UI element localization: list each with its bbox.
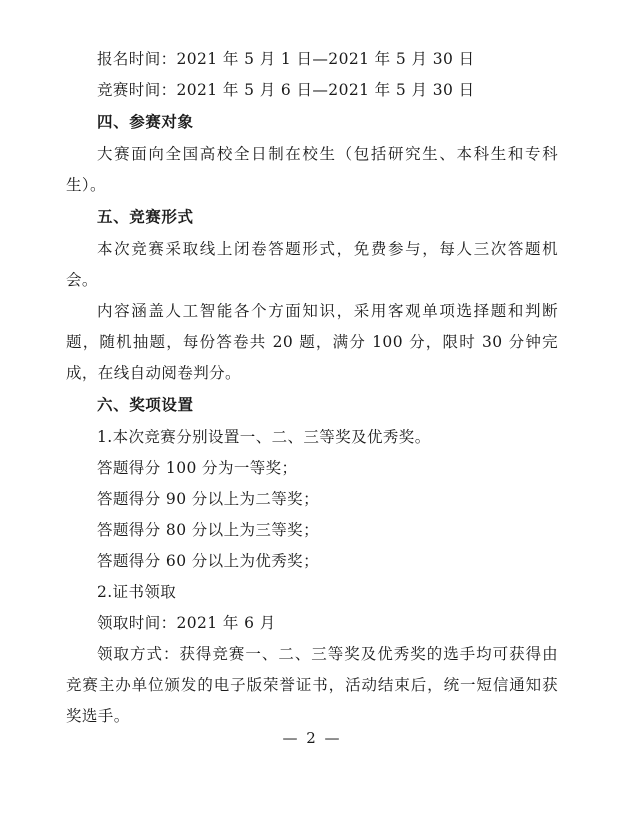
certificate-receive-method: 领取方式：获得竞赛一、二、三等奖及优秀奖的选手均可获得由竞赛主办单位颁发的电子版荣誉证书，活动结束后，统一短信通知获奖选手。 [66,645,558,725]
section-five-heading: 五、竞赛形式 [97,208,194,226]
certificate-receive-time: 领取时间：2021 年 6 月 [97,614,276,632]
section-five-paragraph-2: 内容涵盖人工智能各个方面知识，采用客观单项选择题和判断题，随机抽题，每份答卷共 20 题，满分 100 分，限时 30 分钟完成，在线自动阅卷判分。 [66,302,558,382]
section-four-body: 大赛面向全国高校全日制在校生（包括研究生、本科生和专科生）。 [66,145,558,194]
contest-time-line: 竞赛时间：2021 年 5 月 6 日—2021 年 5 月 30 日 [97,81,475,99]
prize-excellence: 答题得分 60 分以上为优秀奖； [97,552,319,570]
section-five-paragraph-1: 本次竞赛采取线上闭卷答题形式，免费参与，每人三次答题机会。 [66,240,558,289]
section-six-item-2: 2.证书领取 [97,583,177,601]
section-six-item-1: 1.本次竞赛分别设置一、二、三等奖及优秀奖。 [97,428,431,446]
section-six-heading: 六、奖项设置 [97,396,194,414]
section-four-heading: 四、参赛对象 [97,113,194,131]
prize-third: 答题得分 80 分以上为三等奖； [97,521,319,539]
prize-first: 答题得分 100 分为一等奖； [97,459,298,477]
prize-second: 答题得分 90 分以上为二等奖； [97,490,319,508]
signup-time-line: 报名时间：2021 年 5 月 1 日—2021 年 5 月 30 日 [97,50,475,68]
page-number-footer: — 2 — [282,729,342,747]
